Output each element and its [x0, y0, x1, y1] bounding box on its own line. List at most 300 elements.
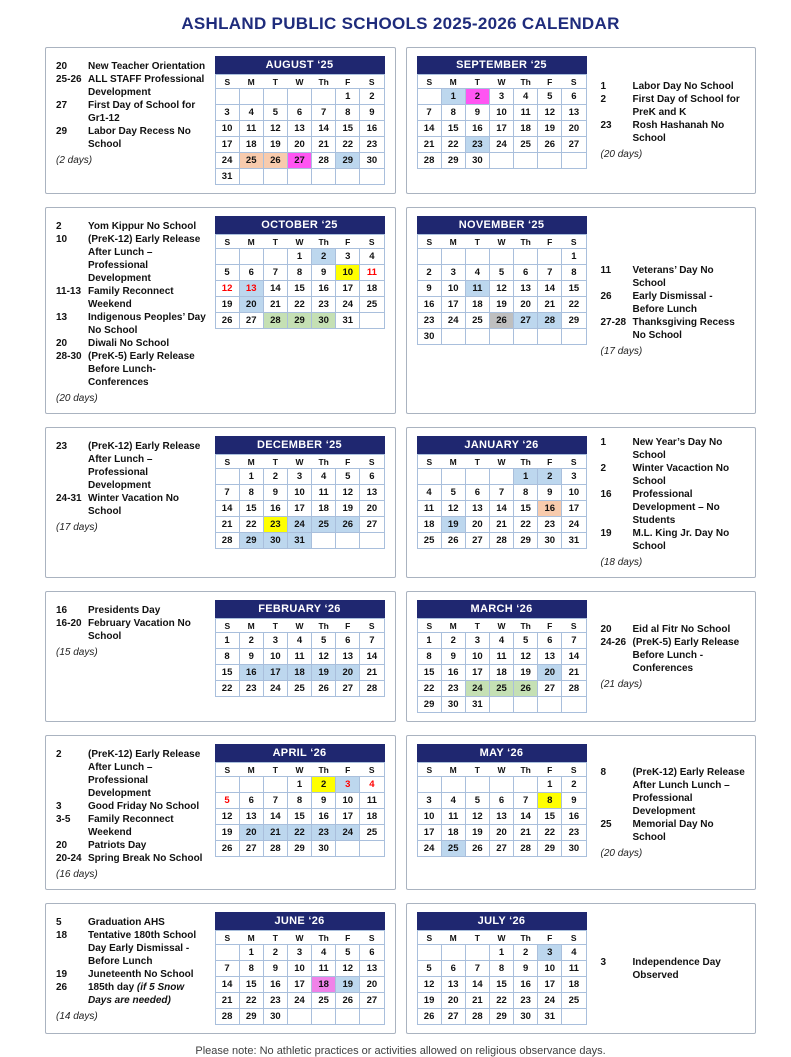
- day-cell: 18: [514, 121, 538, 137]
- note-date: 3: [600, 956, 607, 968]
- note-line: [601, 956, 746, 982]
- note-line: [56, 981, 207, 1007]
- note-text: Winter Vacation No School: [88, 493, 180, 517]
- day-cell: [215, 469, 239, 485]
- day-header: T: [272, 237, 278, 247]
- day-header-row: [215, 619, 384, 633]
- day-cell: 26: [489, 313, 513, 329]
- day-cell: 2: [263, 469, 287, 485]
- days-total: (20 days): [600, 847, 643, 859]
- day-cell: 15: [441, 121, 465, 137]
- note-date: 11-13: [56, 286, 82, 297]
- month-box-november: [406, 207, 757, 414]
- note-line: [56, 604, 207, 617]
- day-cell: 18: [562, 977, 586, 993]
- note-text: Memorial Day No School: [632, 818, 714, 843]
- month-grid-april: [215, 762, 385, 857]
- day-cell: 24: [336, 825, 360, 841]
- day-cell: 4: [287, 633, 311, 649]
- day-cell: 28: [215, 533, 239, 549]
- day-cell: [441, 469, 465, 485]
- day-cell: 11: [514, 105, 538, 121]
- calendar-march: [417, 600, 587, 713]
- day-cell: 10: [465, 649, 489, 665]
- note-line: [56, 492, 207, 518]
- day-cell: 23: [562, 825, 586, 841]
- day-cell: 30: [360, 153, 384, 169]
- day-cell: [215, 249, 239, 265]
- notes-february: [56, 600, 215, 659]
- day-cell: 2: [360, 89, 384, 105]
- day-header: T: [474, 77, 480, 87]
- note-emphasis: (if 5 Snow Days are needed): [88, 982, 185, 1006]
- day-cell: 16: [312, 281, 336, 297]
- day-cell: 2: [538, 469, 562, 485]
- week-row: [215, 649, 384, 665]
- day-cell: 1: [489, 945, 513, 961]
- day-cell: 16: [562, 809, 586, 825]
- day-cell: 19: [215, 297, 239, 313]
- day-cell: 5: [336, 469, 360, 485]
- day-cell: 28: [514, 841, 538, 857]
- day-cell: 13: [360, 961, 384, 977]
- day-cell: [562, 1009, 586, 1025]
- day-cell: 13: [514, 281, 538, 297]
- day-cell: 13: [239, 809, 263, 825]
- day-cell: 6: [360, 469, 384, 485]
- day-cell: [465, 945, 489, 961]
- day-cell: 30: [312, 313, 336, 329]
- day-cell: 24: [489, 137, 513, 153]
- day-cell: 17: [562, 501, 586, 517]
- note-line: [601, 290, 746, 316]
- week-row: [417, 1009, 586, 1025]
- day-header: W: [497, 621, 506, 631]
- day-cell: 19: [312, 665, 336, 681]
- day-cell: 1: [215, 633, 239, 649]
- note-line: [56, 220, 207, 233]
- calendar-october: [215, 216, 385, 329]
- day-cell: 16: [465, 121, 489, 137]
- day-cell: [287, 89, 311, 105]
- day-cell: 4: [489, 633, 513, 649]
- day-cell: 30: [562, 841, 586, 857]
- note-line: [56, 311, 207, 337]
- day-cell: 8: [287, 793, 311, 809]
- day-header: S: [426, 765, 433, 775]
- day-header: T: [272, 765, 278, 775]
- day-header-row: [215, 763, 384, 777]
- day-header: S: [368, 621, 375, 631]
- day-cell: 28: [263, 841, 287, 857]
- day-cell: 27: [239, 313, 263, 329]
- day-cell: [441, 249, 465, 265]
- week-row: [417, 249, 586, 265]
- day-cell: 12: [215, 809, 239, 825]
- day-cell: 7: [562, 633, 586, 649]
- month-box-march: [406, 591, 757, 722]
- day-cell: 14: [514, 809, 538, 825]
- note-text: (PreK-12) Early Release After Lunch Lunch – Professional Development: [632, 766, 745, 817]
- day-cell: 7: [465, 961, 489, 977]
- month-box-april: [45, 735, 396, 890]
- day-header: S: [368, 933, 375, 943]
- days-total: (17 days): [600, 345, 643, 357]
- day-header-row: [215, 75, 384, 89]
- day-cell: [538, 329, 562, 345]
- day-header: F: [345, 621, 351, 631]
- calendar-february: [215, 600, 385, 697]
- day-cell: 28: [215, 1009, 239, 1025]
- day-cell: 12: [312, 649, 336, 665]
- day-cell: 30: [465, 153, 489, 169]
- day-cell: 23: [239, 681, 263, 697]
- day-header: M: [449, 933, 457, 943]
- day-cell: [287, 169, 311, 185]
- month-grid-january: [417, 454, 587, 549]
- day-cell: [514, 329, 538, 345]
- page-title: ASHLAND PUBLIC SCHOOLS 2025-2026 CALENDAR: [181, 14, 620, 33]
- day-cell: 12: [538, 105, 562, 121]
- day-header: F: [345, 77, 351, 87]
- day-cell: 4: [562, 945, 586, 961]
- note-text: M.L. King Jr. Day No School: [632, 528, 730, 552]
- day-cell: 14: [538, 281, 562, 297]
- day-header: T: [474, 621, 480, 631]
- week-row: [215, 249, 384, 265]
- day-cell: 8: [239, 485, 263, 501]
- day-cell: 4: [239, 105, 263, 121]
- days-total: (2 days): [56, 155, 93, 166]
- day-cell: 25: [417, 533, 441, 549]
- day-header: F: [547, 933, 553, 943]
- notes-november: [587, 216, 746, 405]
- month-grid-july: [417, 930, 587, 1025]
- day-cell: 3: [538, 945, 562, 961]
- day-header: S: [224, 765, 231, 775]
- day-cell: 11: [417, 501, 441, 517]
- note-date: 25: [600, 818, 612, 830]
- week-row: [417, 105, 586, 121]
- day-cell: 13: [441, 977, 465, 993]
- note-text: (PreK-12) Early Release After Lunch – Professional Development: [88, 749, 201, 799]
- day-header: T: [474, 457, 480, 467]
- day-cell: 1: [287, 777, 311, 793]
- week-row: [417, 665, 586, 681]
- day-cell: 3: [287, 945, 311, 961]
- day-cell: 3: [336, 777, 360, 793]
- week-row: [417, 633, 586, 649]
- day-cell: 2: [514, 945, 538, 961]
- day-cell: 3: [441, 265, 465, 281]
- note-line: [56, 852, 207, 865]
- day-cell: 17: [417, 825, 441, 841]
- day-header: S: [570, 621, 577, 631]
- day-cell: [465, 249, 489, 265]
- day-cell: 26: [336, 993, 360, 1009]
- day-cell: 4: [360, 249, 384, 265]
- day-cell: 22: [417, 681, 441, 697]
- note-date: 20: [56, 338, 68, 349]
- day-header: S: [570, 933, 577, 943]
- day-cell: 13: [239, 281, 263, 297]
- day-cell: 1: [336, 89, 360, 105]
- month-title-december: DECEMBER ‘25: [215, 436, 385, 454]
- day-cell: 12: [417, 977, 441, 993]
- week-row: [215, 517, 384, 533]
- day-cell: 6: [336, 633, 360, 649]
- note-date: 23: [56, 441, 68, 452]
- note-date: 28-30: [56, 351, 82, 362]
- note-line: [56, 929, 207, 968]
- day-cell: 5: [336, 945, 360, 961]
- day-cell: 18: [441, 825, 465, 841]
- day-cell: 26: [514, 681, 538, 697]
- day-cell: 5: [215, 793, 239, 809]
- week-row: [215, 105, 384, 121]
- day-header: M: [247, 765, 255, 775]
- calendar-grid: [45, 47, 756, 1034]
- note-text: First Day of School for Gr1-12: [88, 100, 196, 124]
- day-cell: 23: [441, 681, 465, 697]
- day-cell: [562, 697, 586, 713]
- day-header: Th: [318, 933, 329, 943]
- day-cell: 21: [263, 297, 287, 313]
- month-grid-august: [215, 74, 385, 185]
- day-cell: 11: [360, 793, 384, 809]
- note-date: 19: [600, 528, 612, 539]
- day-cell: 16: [514, 977, 538, 993]
- day-cell: [360, 169, 384, 185]
- day-header: S: [426, 933, 433, 943]
- note-text: Family Reconnect Weekend: [88, 814, 174, 838]
- day-cell: 29: [239, 533, 263, 549]
- day-cell: 6: [441, 961, 465, 977]
- note-date: 27-28: [600, 316, 627, 328]
- day-header: W: [497, 765, 506, 775]
- day-cell: 18: [465, 297, 489, 313]
- day-cell: [514, 697, 538, 713]
- day-header: Th: [520, 933, 531, 943]
- day-header: W: [497, 457, 506, 467]
- note-date: 16-20: [56, 618, 82, 629]
- day-cell: 23: [538, 517, 562, 533]
- day-cell: 2: [312, 777, 336, 793]
- day-cell: 29: [514, 533, 538, 549]
- day-cell: 15: [287, 809, 311, 825]
- calendar-november: [417, 216, 587, 345]
- day-cell: [263, 777, 287, 793]
- day-cell: 17: [489, 121, 513, 137]
- day-cell: 19: [215, 825, 239, 841]
- days-total: (18 days): [600, 557, 643, 568]
- day-cell: 11: [489, 649, 513, 665]
- day-cell: [360, 1009, 384, 1025]
- month-title-april: APRIL ‘26: [215, 744, 385, 762]
- day-cell: 25: [562, 993, 586, 1009]
- day-cell: 28: [360, 681, 384, 697]
- day-cell: 25: [360, 297, 384, 313]
- day-cell: 28: [465, 1009, 489, 1025]
- day-cell: [312, 169, 336, 185]
- day-cell: [239, 89, 263, 105]
- day-cell: 23: [514, 993, 538, 1009]
- day-cell: 20: [489, 825, 513, 841]
- day-cell: 8: [215, 649, 239, 665]
- day-cell: 20: [562, 121, 586, 137]
- week-row: [215, 281, 384, 297]
- day-cell: 2: [263, 945, 287, 961]
- day-cell: 1: [441, 89, 465, 105]
- day-header: F: [345, 457, 351, 467]
- day-cell: 25: [489, 681, 513, 697]
- note-text: Eid al Fitr No School: [632, 623, 731, 635]
- day-cell: [215, 945, 239, 961]
- note-date: 1: [600, 81, 607, 92]
- day-cell: 31: [287, 533, 311, 549]
- day-cell: 27: [514, 313, 538, 329]
- day-cell: 29: [538, 841, 562, 857]
- note-date: 20: [600, 623, 612, 635]
- note-text: New Teacher Orientation: [88, 61, 206, 72]
- note-date: 29: [56, 126, 68, 137]
- day-header: F: [547, 621, 553, 631]
- note-line: [56, 99, 207, 125]
- days-total: (21 days): [600, 678, 643, 690]
- day-cell: 22: [239, 517, 263, 533]
- day-cell: 25: [312, 993, 336, 1009]
- note-line: [601, 316, 746, 342]
- month-box-october: [45, 207, 396, 414]
- day-cell: [239, 169, 263, 185]
- day-cell: 16: [239, 665, 263, 681]
- day-header: Th: [318, 765, 329, 775]
- days-total: (20 days): [600, 149, 643, 160]
- note-text: New Year’s Day No School: [632, 437, 723, 461]
- note-date: 3-5: [56, 814, 71, 825]
- day-cell: [312, 1009, 336, 1025]
- day-header: M: [449, 457, 457, 467]
- day-cell: 20: [360, 501, 384, 517]
- day-cell: 25: [312, 517, 336, 533]
- day-header: M: [247, 237, 255, 247]
- day-header: M: [247, 457, 255, 467]
- day-cell: 17: [287, 501, 311, 517]
- day-cell: 15: [287, 281, 311, 297]
- note-text: First Day of School for PreK and K: [632, 94, 740, 118]
- day-cell: 21: [215, 517, 239, 533]
- day-cell: 2: [562, 777, 586, 793]
- day-header: T: [474, 765, 480, 775]
- day-cell: 31: [215, 169, 239, 185]
- day-cell: 8: [489, 961, 513, 977]
- day-cell: 3: [263, 633, 287, 649]
- day-cell: 6: [562, 89, 586, 105]
- day-header: W: [295, 933, 304, 943]
- week-row: [215, 665, 384, 681]
- note-line: [56, 839, 207, 852]
- note-date: 8: [600, 766, 607, 778]
- day-cell: 29: [562, 313, 586, 329]
- day-header: W: [295, 237, 304, 247]
- day-cell: 9: [417, 281, 441, 297]
- day-cell: [441, 329, 465, 345]
- note-date: 2: [56, 749, 62, 760]
- day-cell: 5: [417, 961, 441, 977]
- day-cell: 28: [312, 153, 336, 169]
- days-total: (16 days): [56, 869, 98, 880]
- note-line: [56, 440, 207, 492]
- day-cell: [538, 153, 562, 169]
- note-text: Thanksgiving Recess No School: [632, 316, 735, 341]
- day-cell: [538, 697, 562, 713]
- day-cell: 8: [441, 105, 465, 121]
- week-row: [417, 485, 586, 501]
- day-cell: 1: [239, 945, 263, 961]
- week-row: [417, 533, 586, 549]
- day-cell: 17: [215, 137, 239, 153]
- note-text: Presidents Day: [88, 605, 161, 616]
- day-header-row: [417, 235, 586, 249]
- notes-july: [587, 912, 746, 1025]
- day-cell: [465, 469, 489, 485]
- day-cell: 30: [417, 329, 441, 345]
- week-row: [215, 169, 384, 185]
- day-cell: 5: [538, 89, 562, 105]
- day-cell: 24: [215, 153, 239, 169]
- month-box-february: [45, 591, 396, 722]
- day-cell: 17: [287, 977, 311, 993]
- note-line: [56, 285, 207, 311]
- day-cell: 13: [287, 121, 311, 137]
- day-cell: 21: [465, 993, 489, 1009]
- notes-may: [587, 744, 746, 881]
- week-row: [215, 777, 384, 793]
- month-grid-september: [417, 74, 587, 169]
- day-cell: 9: [465, 105, 489, 121]
- note-date: 5: [56, 917, 62, 928]
- day-cell: [441, 777, 465, 793]
- day-cell: 21: [360, 665, 384, 681]
- month-box-june: [45, 903, 396, 1034]
- day-cell: 20: [538, 665, 562, 681]
- day-cell: 15: [336, 121, 360, 137]
- days-total: (17 days): [56, 522, 98, 533]
- day-cell: 6: [538, 633, 562, 649]
- day-cell: 14: [263, 809, 287, 825]
- day-cell: 27: [360, 993, 384, 1009]
- week-row: [417, 329, 586, 345]
- note-line: [56, 617, 207, 643]
- day-cell: 8: [239, 961, 263, 977]
- day-cell: 19: [465, 825, 489, 841]
- day-cell: 21: [562, 665, 586, 681]
- day-cell: 11: [441, 809, 465, 825]
- day-cell: 27: [465, 533, 489, 549]
- day-cell: 9: [360, 105, 384, 121]
- day-cell: 18: [312, 501, 336, 517]
- day-cell: 9: [263, 961, 287, 977]
- note-date: 16: [600, 489, 612, 500]
- day-cell: 22: [514, 517, 538, 533]
- week-row: [417, 977, 586, 993]
- day-cell: 8: [417, 649, 441, 665]
- day-cell: [360, 313, 384, 329]
- day-cell: 29: [287, 841, 311, 857]
- month-title-july: JULY ‘26: [417, 912, 587, 930]
- day-header: S: [368, 457, 375, 467]
- note-date: 24-31: [56, 493, 82, 504]
